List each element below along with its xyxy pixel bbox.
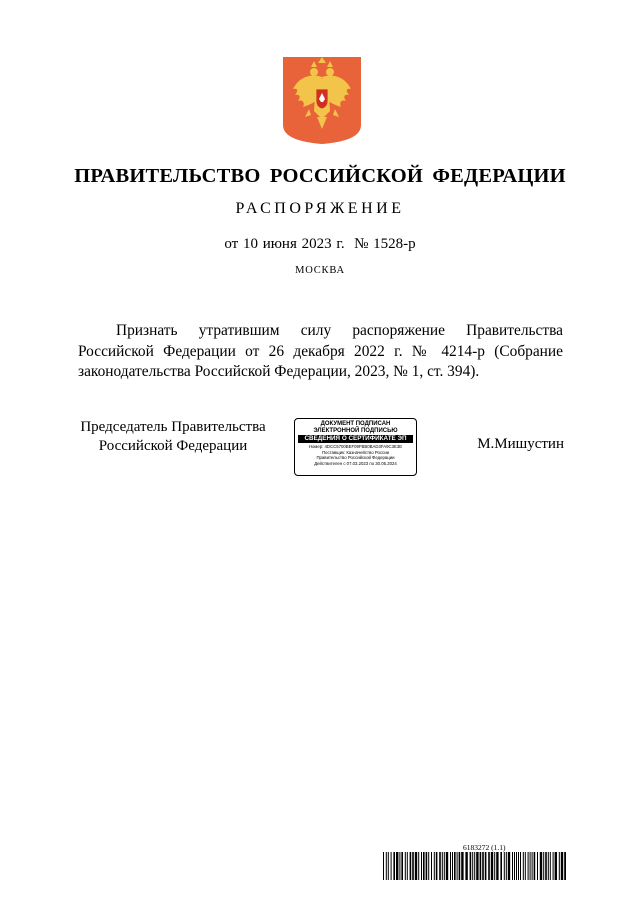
signer-position [78, 418, 268, 455]
coat-of-arms-icon [281, 55, 363, 145]
stamp-number: Номер: 4DCC5700BEF09FBB0BAD3FA9C3E3E [308, 444, 403, 449]
stamp-owner: Правительство Российской Федерации [316, 455, 395, 461]
stamp-certificate-bar: СВЕДЕНИЯ О СЕРТИФИКАТЕ ЭП [298, 435, 413, 443]
signer-position-line1: Председатель Правительства [80, 419, 266, 435]
signer-name: М.Мишустин [477, 436, 564, 452]
barcode-icon [383, 852, 566, 880]
stamp-provider: Поставщик: Казначейство России [321, 449, 390, 455]
stamp-validity: Действителен с 07.03.2023 по 30.05.2024 [314, 460, 397, 466]
stamp-line2: ЭЛЕКТРОННОЙ ПОДПИСЬЮ [313, 427, 398, 434]
document-date-number: от 10 июня 2023 г. № 1528-р [224, 236, 416, 252]
barcode-number: 6183272 (1.1) [463, 843, 506, 852]
document-type: РАСПОРЯЖЕНИЕ [235, 200, 405, 217]
page-title: ПРАВИТЕЛЬСТВО РОССИЙСКОЙ ФЕДЕРАЦИИ [74, 165, 566, 187]
electronic-signature-stamp [294, 418, 417, 476]
city-name: МОСКВА [295, 265, 345, 276]
signer-position-line2: Российской Федерации [98, 437, 248, 454]
stamp-line1: ДОКУМЕНТ ПОДПИСАН [320, 421, 391, 427]
order-text: Признать утратившим силу распоряжение Правительства Российской Федерации от 26 декабря 2022 г. № 4214-р (Собрание законодательства Российской Федерации, 2023, № 1, ст. 394). [78, 322, 563, 380]
